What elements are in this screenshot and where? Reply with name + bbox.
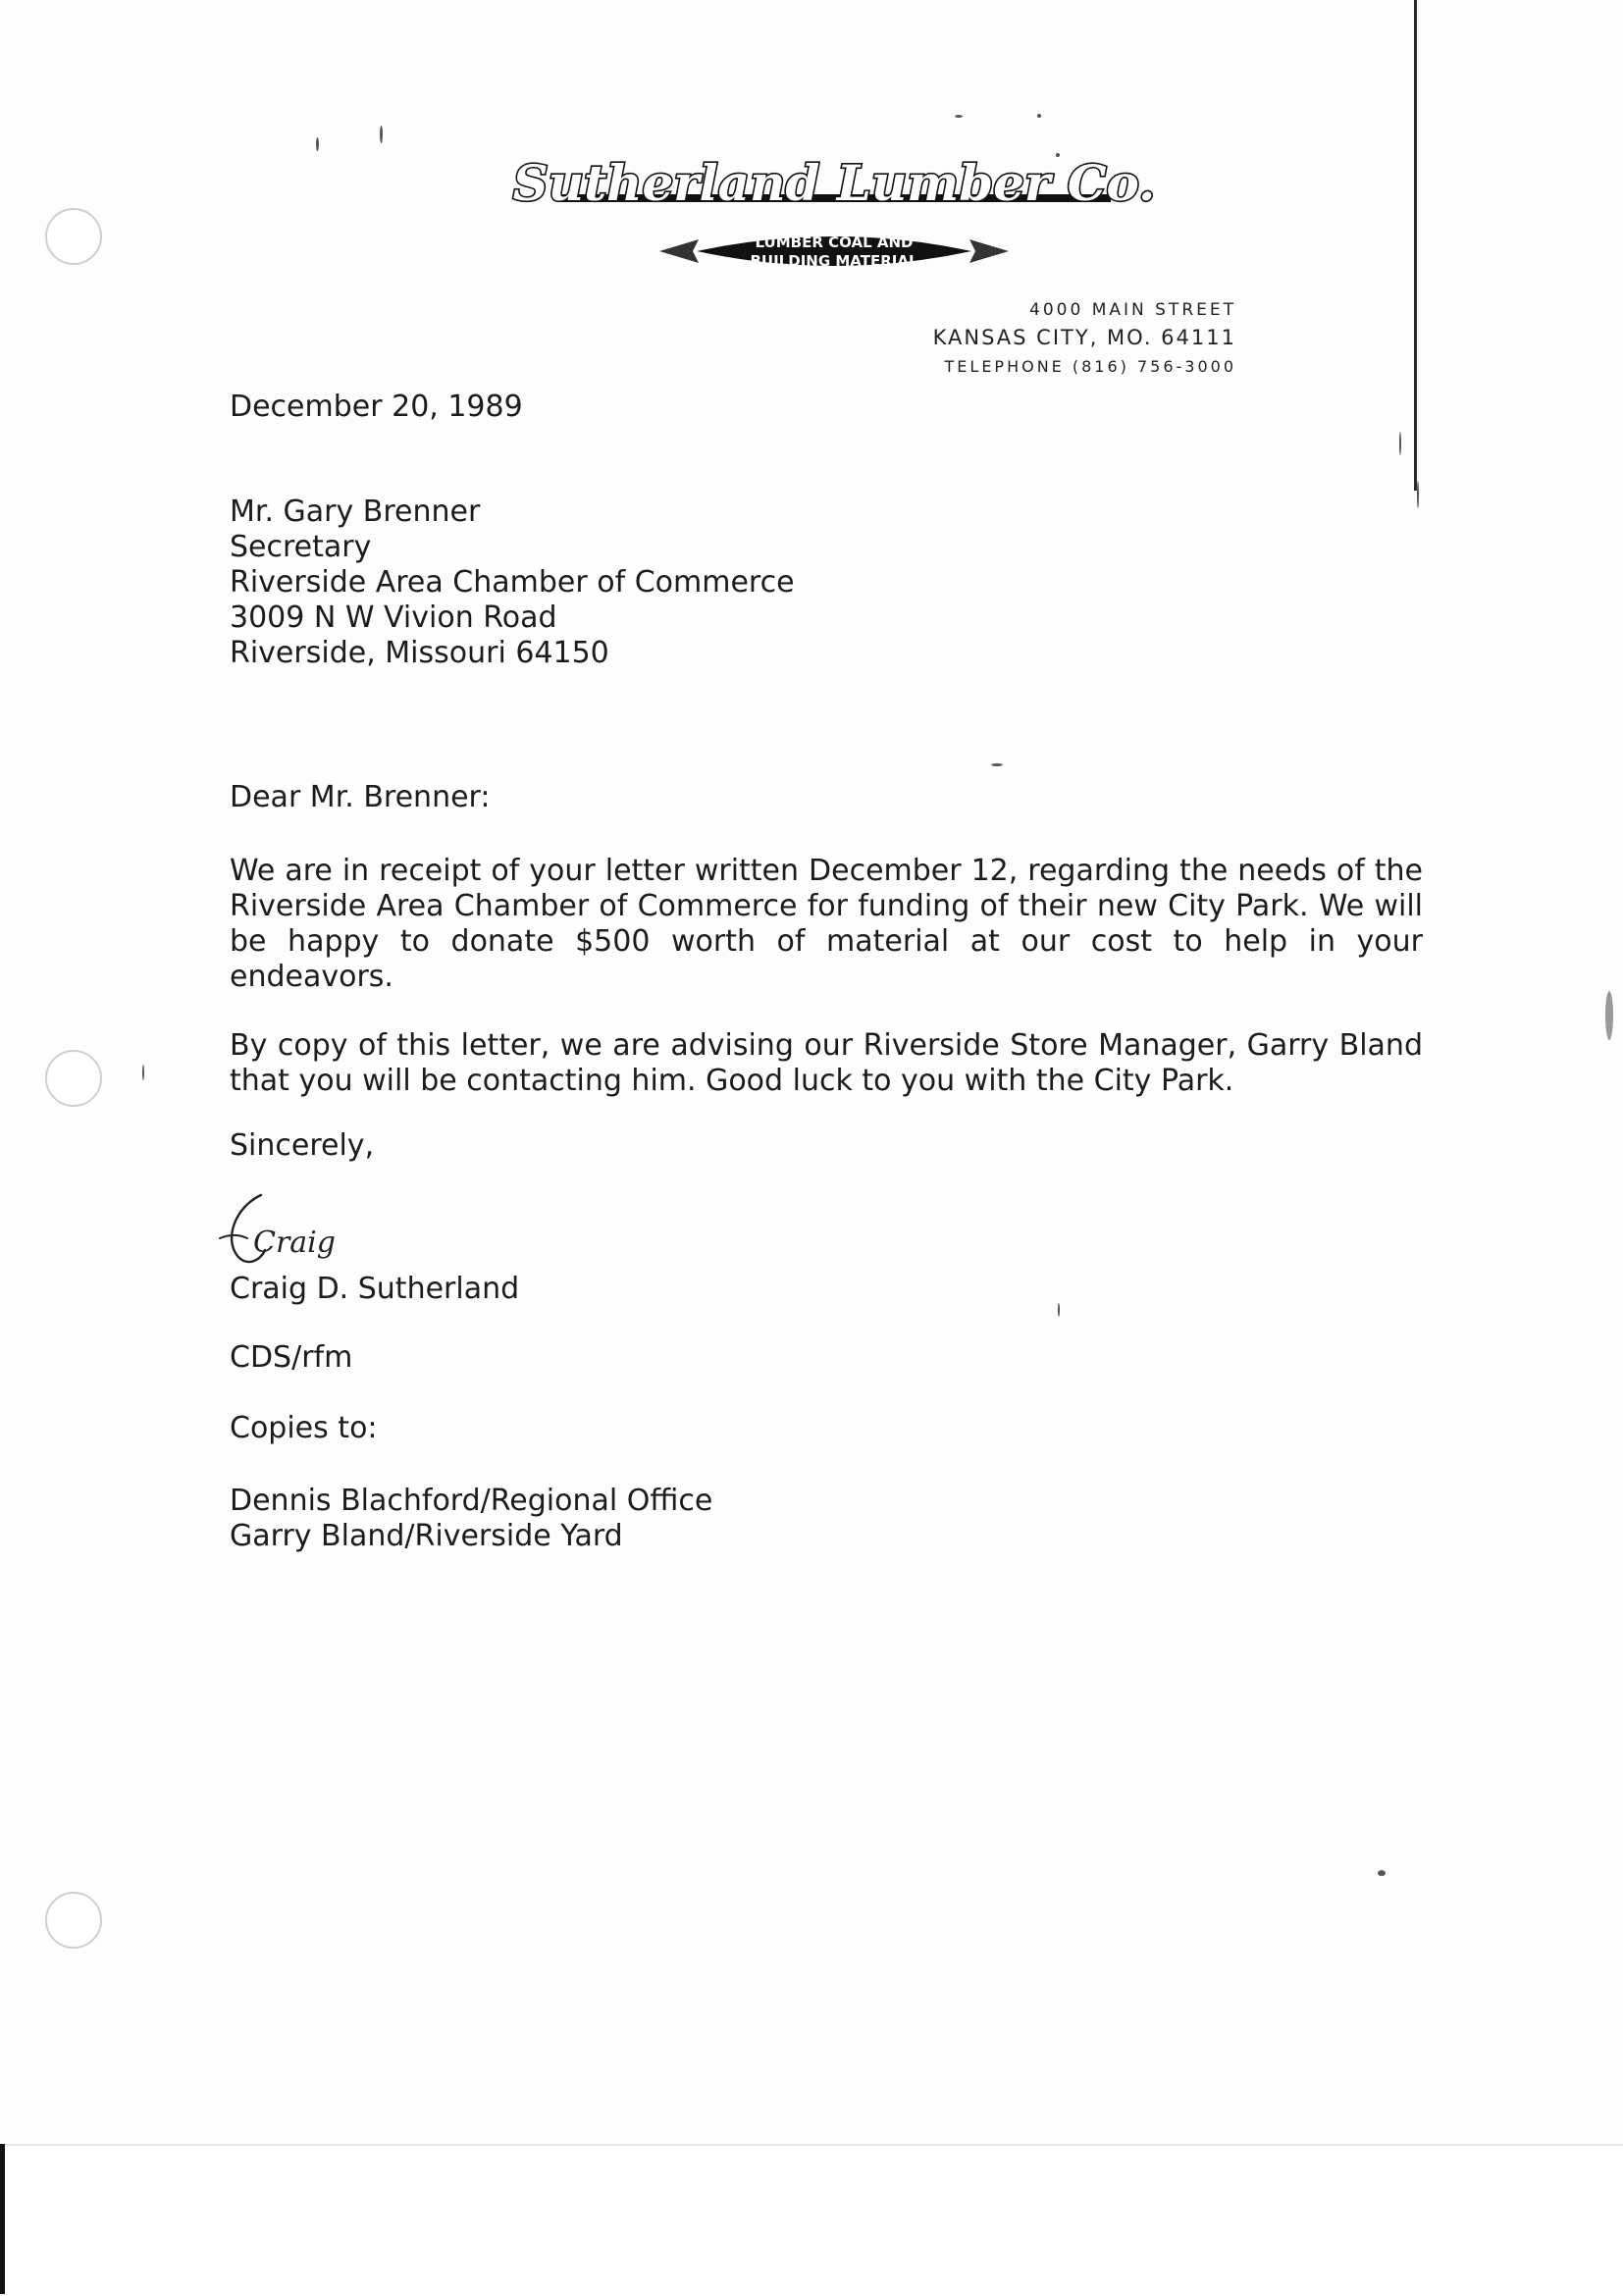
- signature-text: Craig: [253, 1226, 336, 1260]
- recipient-street: 3009 N W Vivion Road: [230, 600, 557, 635]
- salutation: Dear Mr. Brenner:: [230, 780, 491, 814]
- scan-speck: [142, 1065, 144, 1080]
- recipient-address: [230, 495, 795, 671]
- scan-speck: [991, 763, 1003, 766]
- logo-banner-line2: BUILDING MATERIAL: [750, 252, 918, 270]
- punch-hole-middle: [45, 1050, 102, 1107]
- scan-speck: [1058, 1303, 1060, 1317]
- company-street: 4000 MAIN STREET: [1029, 300, 1236, 320]
- scan-speck: [955, 115, 963, 118]
- scan-speck: [1037, 114, 1041, 118]
- scan-speck: [1399, 432, 1401, 455]
- scan-edge-mark: [0, 2144, 5, 2294]
- reference-initials: CDS/rfm: [230, 1340, 353, 1375]
- recipient-title: Secretary: [230, 530, 372, 564]
- logo-banner-line1: LUMBER COAL AND: [755, 234, 914, 251]
- scan-speck: [316, 137, 319, 151]
- signer-name: Craig D. Sutherland: [230, 1272, 520, 1306]
- body-paragraph-2: By copy of this letter, we are advising our Riverside Store Manager, Garry Bland that you will be contacting him. Good luck to you with the City Park.: [230, 1028, 1423, 1098]
- recipient-name: Mr. Gary Brenner: [230, 495, 481, 529]
- letter-date: December 20, 1989: [230, 390, 523, 424]
- scan-speck: [380, 126, 383, 143]
- signature-graphic: [218, 1177, 345, 1285]
- copies-list: [230, 1484, 712, 1554]
- company-telephone: TELEPHONE (816) 756-3000: [944, 357, 1236, 376]
- scan-bottom-margin: [0, 2144, 1623, 2296]
- scan-speck: [1378, 1870, 1386, 1876]
- scan-speck: [1417, 481, 1419, 508]
- punch-hole-bottom: [45, 1892, 102, 1949]
- logo-graphic: [512, 154, 1156, 294]
- scan-speck: [1605, 991, 1613, 1040]
- body-paragraph-1: We are in receipt of your letter written December 12, regarding the needs of the Riverside Area Chamber of Commerce for funding of their new City Park. We will be happy to donate $500 worth of material at our cost to help in your endeavors.: [230, 854, 1423, 994]
- signature: [218, 1177, 345, 1285]
- scan-edge-line: [1414, 0, 1417, 491]
- company-logo: [512, 154, 1156, 294]
- recipient-city: Riverside, Missouri 64150: [230, 636, 609, 670]
- recipient-organization: Riverside Area Chamber of Commerce: [230, 565, 795, 600]
- copy-recipient: Garry Bland/Riverside Yard: [230, 1519, 623, 1553]
- closing: Sincerely,: [230, 1128, 375, 1163]
- punch-hole-top: [45, 208, 102, 265]
- copy-recipient: Dennis Blachford/Regional Office: [230, 1484, 713, 1518]
- company-city: KANSAS CITY, MO. 64111: [932, 326, 1236, 349]
- copies-label: Copies to:: [230, 1411, 378, 1445]
- logo-company-name: Sutherland Lumber Co.: [512, 154, 1156, 212]
